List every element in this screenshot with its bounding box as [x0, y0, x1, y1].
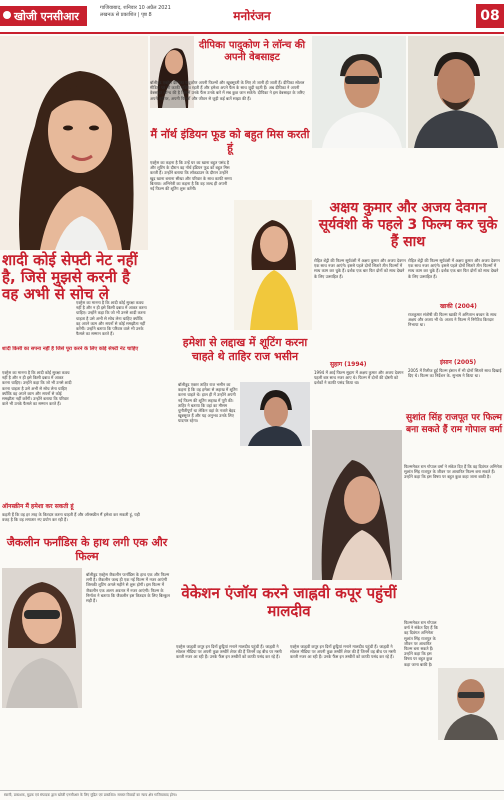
quote-story-body: एक्ट्रेस का कहना है कि उन्हें घर का खाना बहुत पसंद है और शूटिंग के दौरान वह नॉर्थ इंडियन फूड को बहुत मिस करती हैं। उन्होंने बताया कि लॉकडाउन के दौरान उन्होंने खुद खाना बनाना सीखा और परिवार के साथ काफी समय बिताया। अभिनेत्री का कहना है कि वह जल्द ही अपनी नई फिल्म की शूटिंग शुरू करेंगी। [150, 160, 232, 192]
sushant-body: फिल्ममेकर राम गोपाल वर्मा ने संकेत दिए हैं कि वह दिवंगत अभिनेता सुशांत सिंह राजपूत के जीवन पर आधारित फिल्म बना सकते हैं। उन्होंने कहा कि इस विषय पर बहुत कुछ कहा जाना बाकी है। [404, 464, 503, 480]
masthead-rule [0, 32, 504, 34]
paper-name-text: खोजी एनसीआर [14, 10, 79, 23]
film-title-suhaag: सुहाग (1994) [330, 361, 367, 368]
akshay-image [312, 36, 406, 148]
ajay-image [408, 36, 504, 148]
wedding-kicker: शादी किसी का सपना नहीं है जिसे पूरा करने के लिए कोई सेफ्टी नेट चाहिए [2, 346, 139, 352]
wedding-body2: कहती हैं कि वह हर तरह के किरदार करना चाहती हैं और ऑनस्क्रीन मैं हमेशा कर सकती हूं, यही वजह है कि वह लगातार नए प्रयोग कर रही हैं। [2, 512, 140, 523]
janhvi-image [312, 430, 402, 580]
jacqueline-body: बॉलीवुड एक्ट्रेस जैकलीन फर्नांडिस के हाथ एक और फिल्म लगी है। जैकलीन जल्द ही एक नई फिल्म में नजर आएंगी जिसकी शूटिंग अगले महीने से शुरू होगी। इस फिल्म में जैकलीन एक अलग अवतार में नजर आएंगी। फिल्म के निर्माता ने बताया कि जैकलीन इस किरदार के लिए बिल्कुल सही हैं। [86, 572, 170, 604]
deepika-headline: दीपिका पादुकोण ने लॉन्च की अपनी वेबसाइट [198, 40, 306, 63]
masthead [0, 0, 504, 34]
ladakh-headline: हमेशा से लद्दाख में शूटिंग करना चाहते थे ताहिर राज भसीन [182, 336, 308, 363]
film-text-suhaag: 1994 में आई फिल्म सुहाग में अक्षय कुमार और अजय देवगन पहली बार साथ नजर आए थे। फिल्म में दोनों की दोस्ती को दर्शकों ने काफी पसंद किया था। [314, 370, 404, 386]
ladakh-body: बॉलीवुड एक्टर ताहिर राज भसीन का कहना है कि वह हमेशा से लद्दाख में शूटिंग करना चाहते थे। हाल ही में उन्होंने अपनी नई फिल्म की शूटिंग लद्दाख में पूरी की। ताहिर ने बताया कि वहां का मौसम चुनौतीपूर्ण था लेकिन वहां के नजारे बेहद खूबसूरत हैं और यह अनुभव उनके लिए यादगार रहेगा। [178, 382, 238, 424]
section-title: मनोरंजन [233, 9, 271, 23]
paper-name [0, 6, 87, 26]
tahir-image [240, 382, 310, 446]
akshay-body: रोहित शेट्टी की फिल्म सूर्यवंशी में अक्षय कुमार और अजय देवगन एक साथ नजर आएंगे। इससे पहले दोनों सितारे तीन फिल्मों में साथ काम कर चुके हैं। दर्शक एक बार फिर दोनों को साथ देखने के लिए उत्साहित हैं। [314, 258, 406, 279]
date-line [100, 5, 171, 19]
wedding-headline: शादी कोई सेफ्टी नेट नहीं है, जिसे मुझसे करनी है वह अभी से सोच ले [2, 251, 138, 303]
film-text-khakee: राजकुमार संतोषी की फिल्म खाकी में अमिताभ बच्चन के साथ अक्षय और अजय भी थे। अजय ने फिल्म में निगेटिव किरदार निभाया था। [408, 312, 497, 328]
quote-headline: मैं नॉर्थ इंडियन फूड को बहुत मिस करती हूं [150, 128, 310, 154]
jacqueline-image [2, 568, 82, 708]
wedding-subhead: ऑनस्क्रीन मैं हमेशा कर सकती हूं [2, 503, 74, 510]
akshay-body-col2: रोहित शेट्टी की फिल्म सूर्यवंशी में अक्षय कुमार और अजय देवगन एक साथ नजर आएंगे। इससे पहले दोनों सितारे तीन फिल्मों में साथ काम कर चुके हैं। दर्शक एक बार फिर दोनों को साथ देखने के लिए उत्साहित हैं। [408, 258, 500, 279]
janhvi-body-col2: एक्ट्रेस जाह्नवी कपूर इन दिनों छुट्टियां मनाने मालदीव पहुंची हैं। जाह्नवी ने सोशल मीडिया पर अपनी कुछ तस्वीरें शेयर की हैं जिनमें वह बीच पर मस्ती करती नजर आ रही हैं। उनके फैंस इन तस्वीरों को काफी पसंद कर रहे हैं। [290, 644, 396, 660]
janhvi-photo [312, 430, 402, 580]
akshay-headline: अक्षय कुमार और अजय देवगन सूर्यवंशी के पहले 3 फिल्म कर चुके हैं साथ [318, 200, 498, 250]
page-number: 08 [476, 4, 504, 28]
actress-portrait-photo [0, 36, 148, 250]
edition-text: लखनऊ से प्रकाशित | पृष्ठ 8 [100, 12, 152, 18]
film-title-khakee: खाकी (2004) [440, 303, 477, 310]
yellow-dress-actress-image [234, 200, 312, 330]
wedding-body-col2: एक्ट्रेस का मानना है कि शादी कोई सुरक्षा कवच नहीं है और न ही इसे किसी दबाव में आकर करना चाहिए। उन्होंने कहा कि जो भी उनसे शादी करना चाहता है उसे अभी से सोच लेना चाहिए क्योंकि वह अपने काम और सपनों से कोई समझौता नहीं करेंगी। उन्होंने बताया कि परिवार वाले भी उनके फैसले का सम्मान करते हैं। [76, 300, 147, 337]
akshay-photo [312, 36, 406, 148]
janhvi-headline: वेकेशन एंजॉय करने जाह्नवी कपूर पहुंचीं मालदीव [181, 584, 397, 620]
film-text-insaan: 2005 में रिलीज हुई फिल्म इंसान में भी दोनों सितारे साथ दिखाई दिए थे। फिल्म का निर्देशन के. सुभाष ने किया था। [408, 368, 502, 379]
logo-dot-icon [3, 11, 11, 19]
jacqueline-photo [2, 568, 82, 708]
janhvi-body: एक्ट्रेस जाह्नवी कपूर इन दिनों छुट्टियां मनाने मालदीव पहुंची हैं। जाह्नवी ने सोशल मीडिया पर अपनी कुछ तस्वीरें शेयर की हैं जिनमें वह बीच पर मस्ती करती नजर आ रही हैं। उनके फैंस इन तस्वीरों को काफी पसंद कर रहे हैं। [176, 644, 282, 660]
ramgopal-photo [438, 668, 504, 740]
jacqueline-headline: जैकलीन फर्नांडिस के हाथ लगी एक और फिल्म [6, 536, 168, 563]
actress-portrait-image [0, 36, 148, 250]
ramgopal-image [438, 668, 504, 740]
wedding-body: एक्ट्रेस का मानना है कि शादी कोई सुरक्षा कवच नहीं है और न ही इसे किसी दबाव में आकर करना चाहिए। उन्होंने कहा कि जो भी उनसे शादी करना चाहता है उसे अभी से सोच लेना चाहिए क्योंकि वह अपने काम और सपनों से कोई समझौता नहीं करेंगी। उन्होंने बताया कि परिवार वाले भी उनके फैसले का सम्मान करते हैं। [2, 370, 72, 407]
yellow-dress-actress-photo [234, 200, 312, 330]
film-title-insaan: इंसान (2005) [440, 359, 477, 366]
ajay-photo [408, 36, 504, 148]
tahir-photo [240, 382, 310, 446]
deepika-body: बॉलीवुड एक्ट्रेस दीपिका पादुकोण अपनी फिल्मों और खूबसूरती के लिए तो जानी ही जाती हैं। दीपिका सोशल मीडिया पर भी काफी एक्टिव रहती हैं और हमेशा अपने फैंस के साथ जुड़ी रहती हैं। अब दीपिका ने अपनी वेबसाइट लॉन्च की है जिसमें उनके फैंस उनके बारे में सब कुछ जान सकेंगे। दीपिका ने इस वेबसाइट के जरिए अपने करियर, अपनी फिल्मों और जीवन से जुड़ी कई बातें साझा की हैं। [150, 80, 305, 101]
sushant-headline: सुशांत सिंह राजपूत पर फिल्म बना सकते हैं राम गोपाल वर्मा [405, 413, 503, 435]
sushant-body-col2: फिल्ममेकर राम गोपाल वर्मा ने संकेत दिए हैं कि वह दिवंगत अभिनेता सुशांत सिंह राजपूत के जीवन पर आधारित फिल्म बना सकते हैं। उन्होंने कहा कि इस विषय पर बहुत कुछ कहा जाना बाकी है। [404, 620, 438, 667]
footer-imprint: स्वामी, प्रकाशक, मुद्रक एवं संपादक द्वारा खोजी एनसीआर के लिए मुद्रित एवं प्रकाशित। समस्त विवादों का न्याय क्षेत्र गाजियाबाद होगा। [0, 790, 504, 800]
date-text: गाजियाबाद, शनिवार 10 अप्रैल 2021 [100, 5, 171, 11]
